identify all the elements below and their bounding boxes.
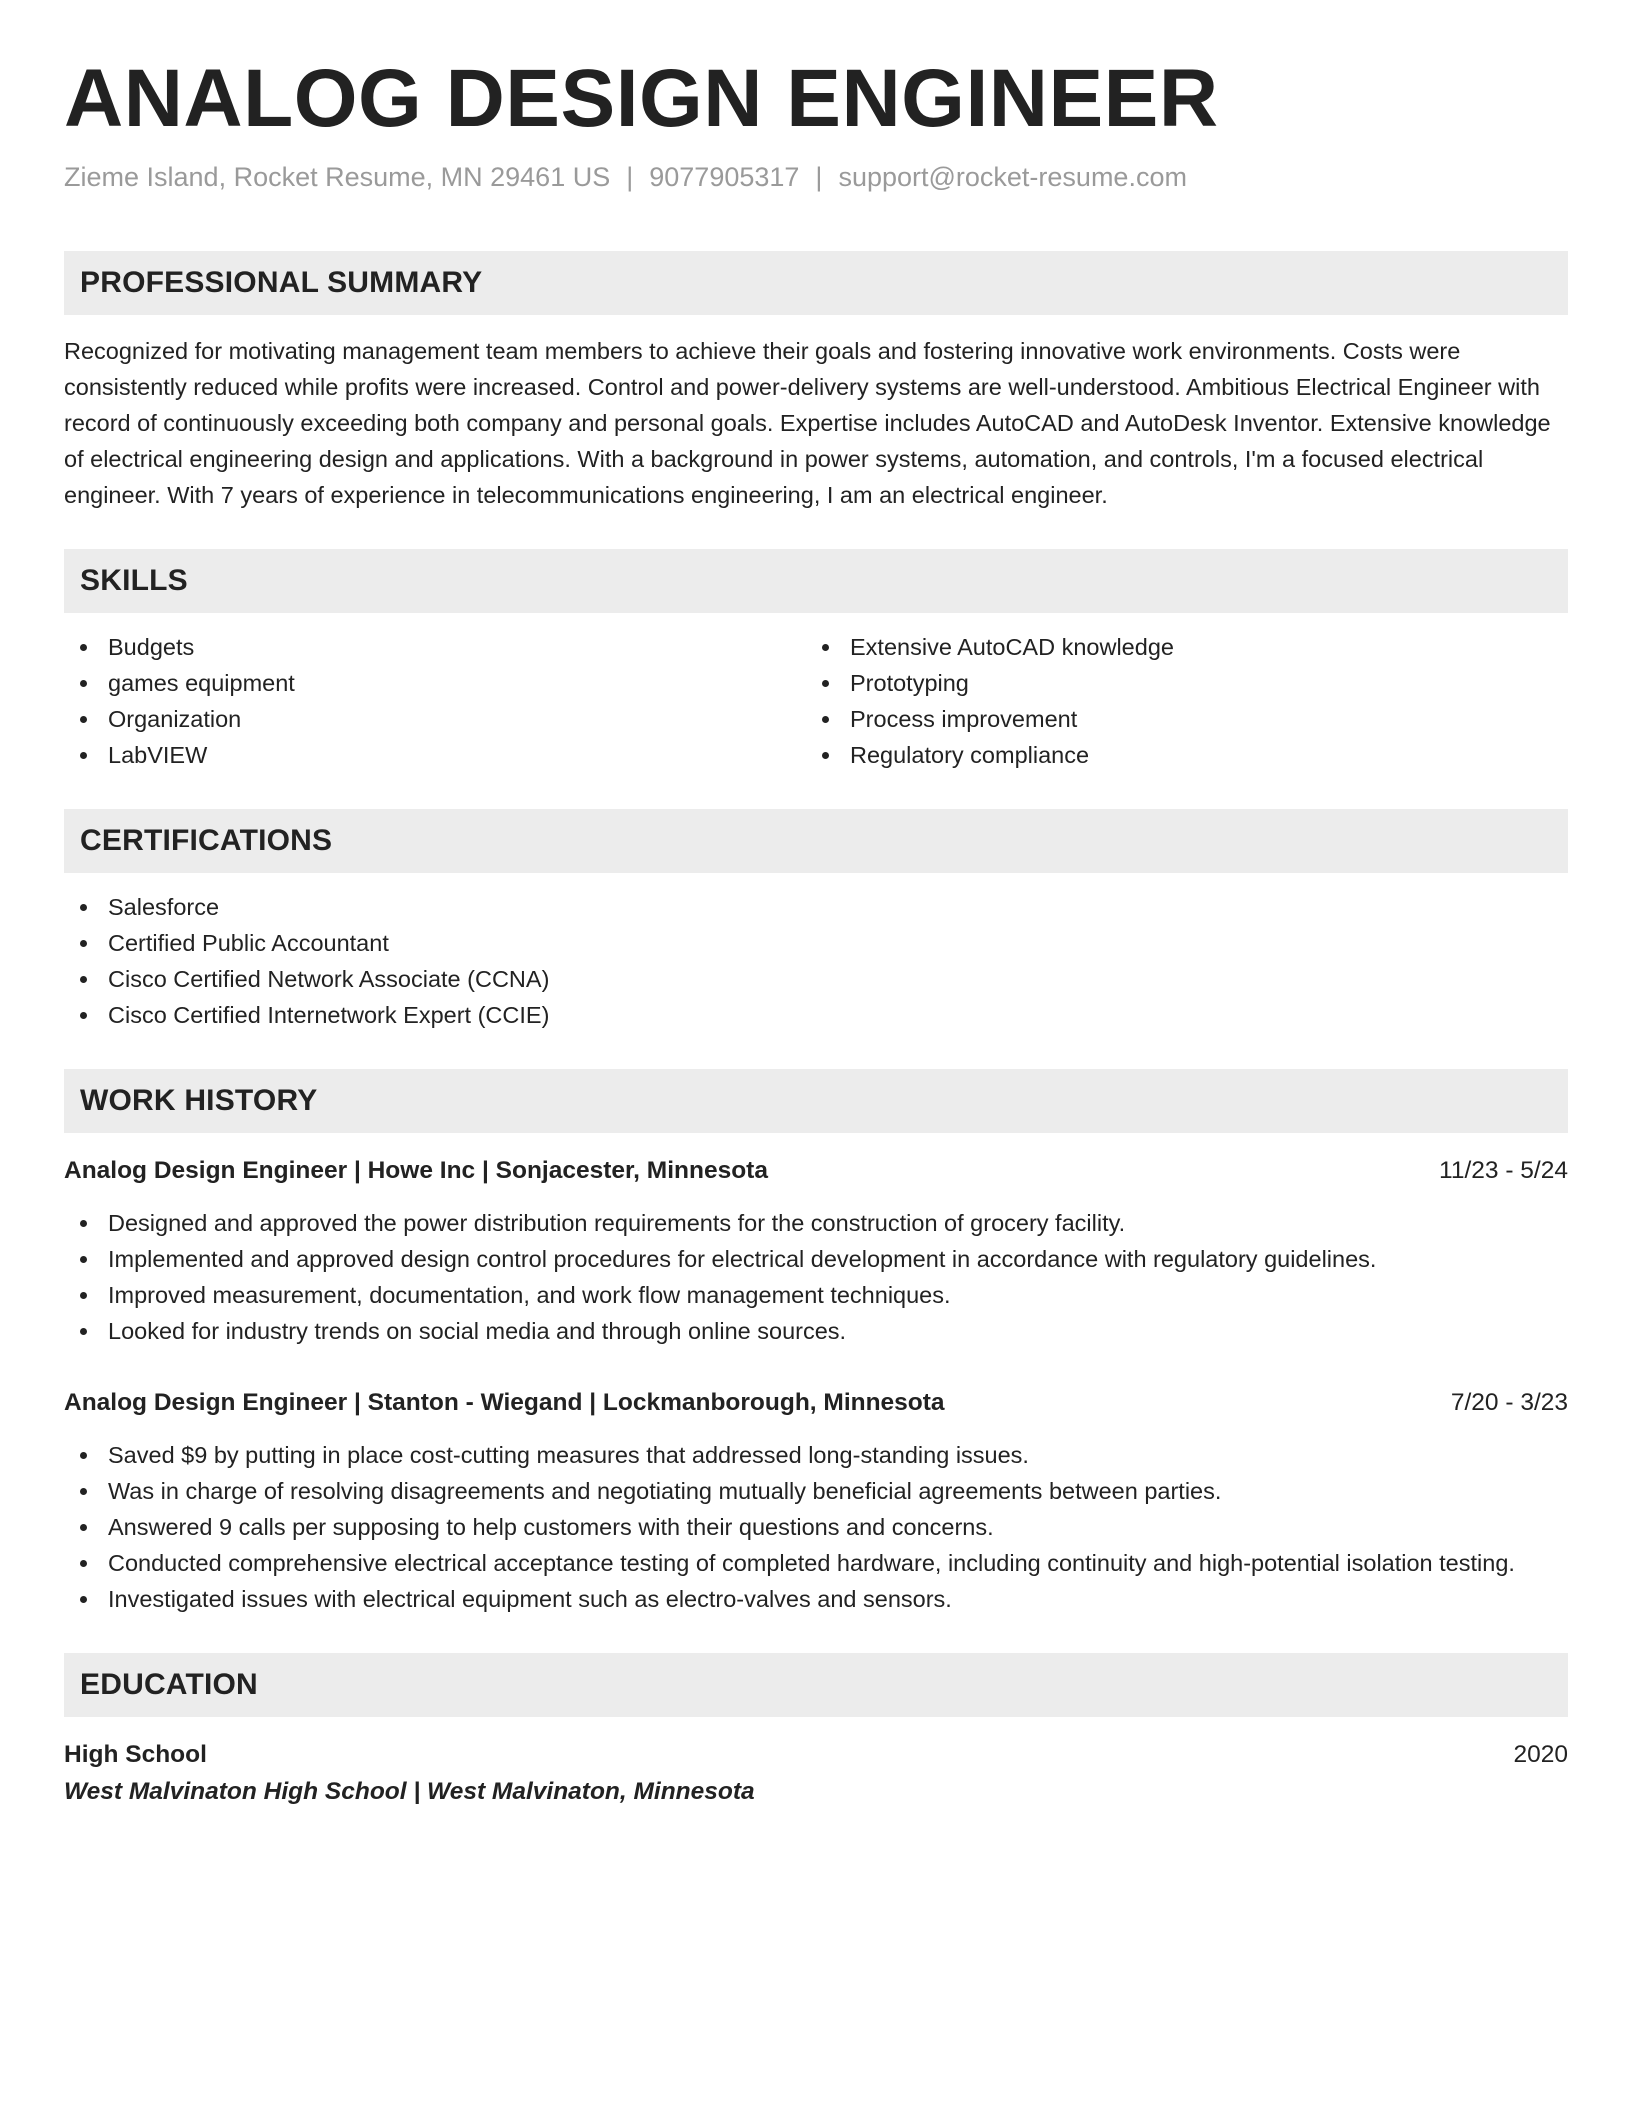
list-item: Improved measurement, documentation, and work flow management techniques. (64, 1277, 1568, 1313)
list-item: Saved $9 by putting in place cost-cutting measures that addressed long-standing issues. (64, 1437, 1568, 1473)
list-item: Regulatory compliance (806, 737, 1548, 773)
section-header-certifications: CERTIFICATIONS (64, 809, 1568, 873)
contact-separator: | (626, 162, 634, 193)
skills-grid (64, 629, 1568, 773)
job-title: Analog Design Engineer | Howe Inc | Sonjacester, Minnesota (64, 1157, 768, 1185)
list-item: Answered 9 calls per supposing to help customers with their questions and concerns. (64, 1509, 1568, 1545)
list-item: Implemented and approved design control procedures for electrical development in accordance with regulatory guidelines. (64, 1241, 1568, 1277)
section-header-summary: PROFESSIONAL SUMMARY (64, 251, 1568, 315)
resume-title: ANALOG DESIGN ENGINEER (64, 53, 1219, 144)
job-heading (64, 1153, 1568, 1189)
education-year: 2020 (1513, 1741, 1568, 1769)
list-item: Salesforce (64, 889, 1568, 925)
list-item: Extensive AutoCAD knowledge (806, 629, 1548, 665)
list-item: Organization (64, 701, 806, 737)
job-bullets (64, 1437, 1568, 1617)
list-item: Conducted comprehensive electrical acceptance testing of completed hardware, including continuity and high-potential isolation testing. (64, 1545, 1568, 1581)
contact-line (64, 160, 1568, 195)
list-item: games equipment (64, 665, 806, 701)
section-header-skills: SKILLS (64, 549, 1568, 613)
list-item: Budgets (64, 629, 806, 665)
list-item: Cisco Certified Internetwork Expert (CCIE) (64, 997, 1568, 1033)
job-heading (64, 1385, 1568, 1421)
education-school: West Malvinaton High School | West Malvinaton, Minnesota (64, 1778, 755, 1806)
contact-email[interactable]: support@rocket-resume.com (838, 162, 1187, 193)
list-item: LabVIEW (64, 737, 806, 773)
skills-list-left (64, 629, 806, 773)
list-item: Prototyping (806, 665, 1548, 701)
section-header-education: EDUCATION (64, 1653, 1568, 1717)
certifications-list (64, 889, 1568, 1033)
contact-phone: 9077905317 (649, 162, 800, 193)
section-header-work-history: WORK HISTORY (64, 1069, 1568, 1133)
contact-separator: | (815, 162, 823, 193)
list-item: Investigated issues with electrical equipment such as electro-valves and sensors. (64, 1581, 1568, 1617)
list-item: Looked for industry trends on social media and through online sources. (64, 1313, 1568, 1349)
list-item: Process improvement (806, 701, 1548, 737)
summary-text: Recognized for motivating management team members to achieve their goals and fostering innovative work environments. Costs were consistently reduced while profits were increased. Control and power-delivery systems are well-understood. Ambitious Electrical Engineer with record of continuously exceeding both company and personal goals. Expertise includes AutoCAD and AutoDesk Inventor. Extensive knowledge of electrical engineering design and applications. With a background in power systems, automation, and controls, I'm a focused electrical engineer. With 7 years of experience in telecommunications engineering, I am an electrical engineer. (64, 338, 1551, 509)
education-heading (64, 1737, 1568, 1773)
education-degree: High School (64, 1741, 207, 1769)
skills-list-right (806, 629, 1548, 773)
job-dates: 7/20 - 3/23 (1450, 1389, 1568, 1417)
list-item: Was in charge of resolving disagreements and negotiating mutually beneficial agreements between parties. (64, 1473, 1568, 1509)
job-bullets (64, 1205, 1568, 1349)
list-item: Certified Public Accountant (64, 925, 1568, 961)
list-item: Cisco Certified Network Associate (CCNA) (64, 961, 1568, 997)
list-item: Designed and approved the power distribution requirements for the construction of grocery facility. (64, 1205, 1568, 1241)
job-dates: 11/23 - 5/24 (1439, 1157, 1568, 1185)
contact-address: Zieme Island, Rocket Resume, MN 29461 US (64, 162, 611, 193)
job-title: Analog Design Engineer | Stanton - Wiegand | Lockmanborough, Minnesota (64, 1389, 945, 1417)
